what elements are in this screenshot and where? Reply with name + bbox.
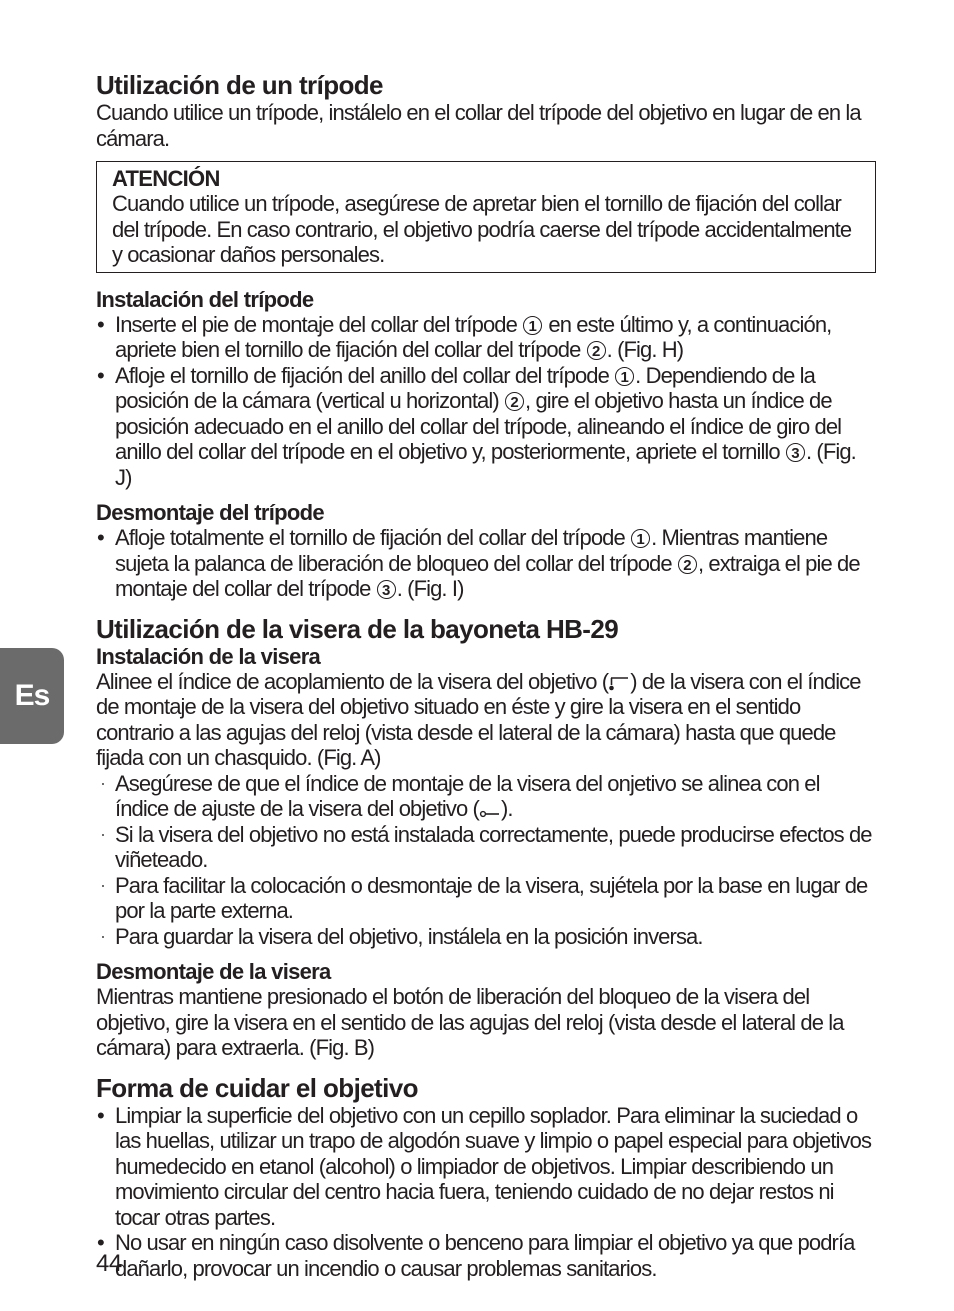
language-tab-label: Es [14, 679, 50, 712]
list-item: · Asegúrese de que el índice de montaje de la visera del onjetivo se alinea con el índice de ajuste de la visera del objetivo ( ). [96, 771, 876, 822]
lens-care-list [96, 1103, 876, 1282]
list-item: · Para guardar la visera del objetivo, instálela en la posición inversa. [96, 924, 876, 950]
install-hood-notes [96, 771, 876, 950]
circled-number-3: 3 [377, 580, 396, 599]
install-tripod-list [96, 312, 876, 491]
list-item: • Afloje totalmente el tornillo de fijación del collar del trípode 1 . Mientras mantiene sujeta la palanca de liberación de bloqueo del collar del trípode 2 , extraiga el pie de montaje del collar del trípode 3 . (Fig. I) [96, 525, 876, 602]
heading-install-hood: Instalación de la visera [96, 643, 321, 669]
list-item: • Inserte el pie de montaje del collar del trípode 1 en este último y, a continuación, apriete bien el tornillo de fijación del collar del trípode 2 . (Fig. H) [96, 312, 876, 363]
page-number: 44 [96, 1250, 122, 1277]
circled-number-3: 3 [786, 443, 805, 462]
list-item: • No usar en ningún caso disolvente o benceno para limpiar el objetivo ya que podría dañarlo, provocar un incendio o causar problemas sanitarios. [96, 1230, 876, 1281]
tripod-intro: Cuando utilice un trípode, instálelo en el collar del trípode del objetivo en lugar de en la cámara. [96, 100, 861, 151]
circled-number-2: 2 [505, 392, 524, 411]
heading-tripod: Utilización de un trípode [96, 70, 383, 100]
heading-remove-hood: Desmontaje de la visera [96, 959, 331, 984]
heading-remove-tripod: Desmontaje del trípode [96, 500, 324, 525]
circled-number-1: 1 [523, 316, 542, 335]
caution-text: Cuando utilice un trípode, asegúrese de apretar bien el tornillo de fijación del collar del trípode. En caso contrario, el objetivo podría caerse del trípode accidentalmente y ocasionar daños personales. [112, 191, 852, 267]
circled-number-1: 1 [631, 529, 650, 548]
language-tab [0, 648, 64, 744]
circled-number-2: 2 [587, 341, 606, 360]
page-content [96, 70, 876, 1281]
remove-hood-text: Mientras mantiene presionado el botón de liberación del bloqueo de la visera del objetivo, gire la visera en el sentido de las agujas del reloj (vista desde el lateral de la cámara) para extraerla. (Fig. B) [96, 984, 844, 1060]
remove-tripod-list [96, 525, 876, 602]
list-item: · Para facilitar la colocación o desmontaje de la visera, sujétela por la base en lugar de por la parte externa. [96, 873, 876, 924]
circled-number-2: 2 [678, 555, 697, 574]
hood-setting-index-icon [479, 804, 501, 818]
list-item: • Afloje el tornillo de fijación del anillo del collar del trípode 1 . Dependiendo de la posición de la cámara (vertical u horizontal) 2 , gire el objetivo hasta un índice de posición adecuado en el anillo del collar del trípode, alineando el índice de giro del anillo del collar del trípode en el objetivo y, posteriormente, apriete el tornillo 3 . (Fig. J) [96, 363, 876, 491]
heading-hood: Utilización de la visera de la bayoneta HB-29 [96, 613, 619, 644]
list-item: • Limpiar la superficie del objetivo con un cepillo soplador. Para eliminar la suciedad o las huellas, utilizar un trapo de algodón suave y limpio o papel especial para objetivos humedecido en etanol (alcohol) o limpiador de objetivos. Limpiar describiendo un movimiento circular del centro hacia fuera, teniendo cuidado de no dejar restos ni tocar otras partes. [96, 1103, 876, 1231]
list-item: · Si la visera del objetivo no está instalada correctamente, puede producirse efectos de viñeteado. [96, 822, 876, 873]
heading-install-tripod: Instalación del trípode [96, 286, 314, 312]
caution-box [96, 161, 876, 273]
circled-number-1: 1 [615, 367, 634, 386]
install-hood-text: Alinee el índice de acoplamiento de la visera del objetivo ( ) de la visera con el índice de montaje de la visera del objetivo situado en éste y gire la visera en el sentido contrario a las agujas del reloj (vista desde el lateral de la cámara) hasta que quede fijada con un chasquido. (Fig. A) [96, 668, 861, 770]
heading-lens-care: Forma de cuidar el objetivo [96, 1072, 418, 1103]
hood-attachment-index-icon [608, 675, 630, 691]
caution-title: ATENCIÓN [112, 166, 220, 191]
